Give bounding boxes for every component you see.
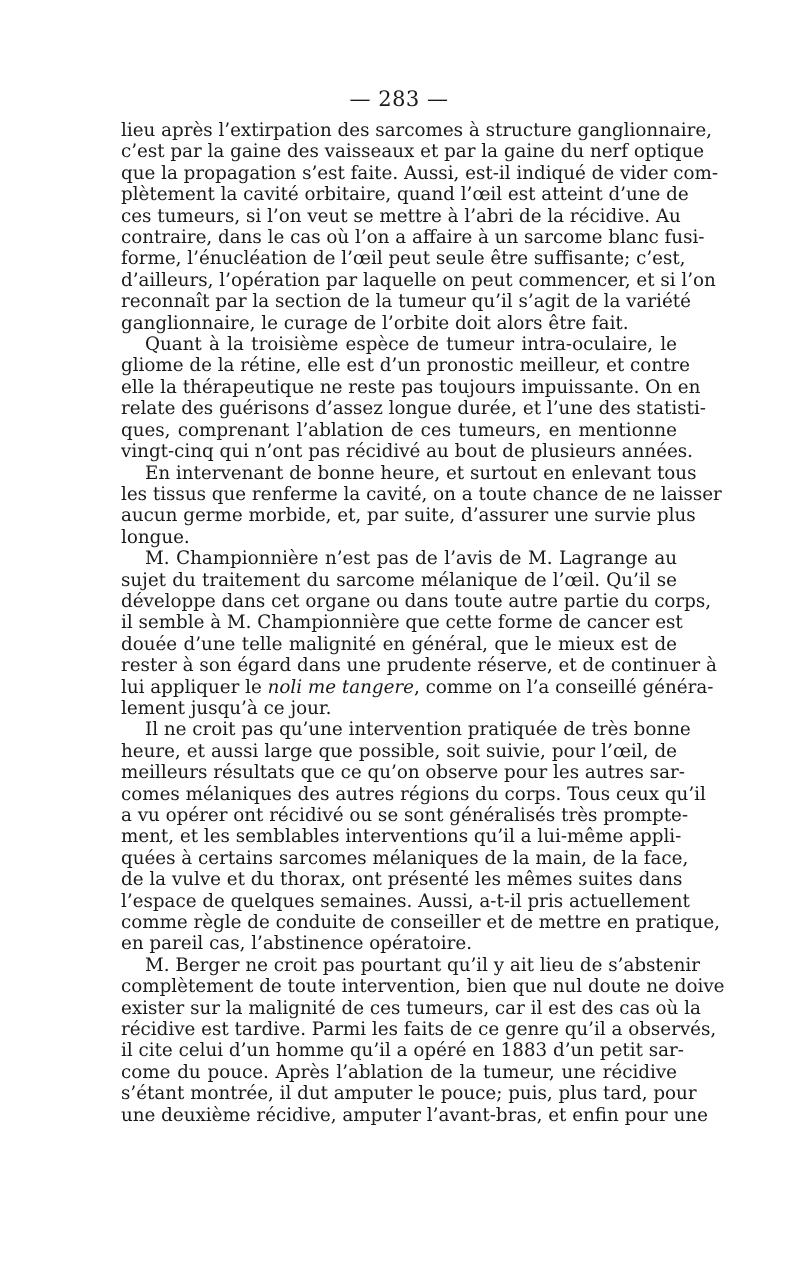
- text-line: quées à certains sarcomes mélaniques de la main, de la face,: [121, 847, 689, 869]
- page-number: — 283 —: [349, 87, 449, 111]
- text-line: lement jusqu’à ce jour.: [121, 697, 332, 719]
- text-line: l’espace de quelques semaines. Aussi, a-t-il pris actuellement: [121, 890, 690, 912]
- paragraph: [121, 462, 722, 549]
- text-line: s’étant montrée, il dut amputer le pouce; puis, plus tard, pour: [121, 1083, 697, 1105]
- text-line: ment, et les semblables interventions qu’il a lui-même appli-: [121, 826, 682, 848]
- text-line: Quant à la troisième espèce de tumeur intra-oculaire, le: [145, 334, 677, 356]
- text-line: en pareil cas, l’abstinence opératoire.: [121, 933, 473, 955]
- text-line: sujet du traitement du sarcome mélanique de l’œil. Qu’il se: [121, 569, 677, 591]
- text-line: c’est par la gaine des vaisseaux et par la gaine du nerf optique: [121, 141, 705, 163]
- paragraph: [121, 719, 720, 955]
- text-line: une deuxième récidive, amputer l’avant-bras, et enfin pour une: [121, 1104, 708, 1126]
- text-line: meilleurs résultats que ce qu’on observe pour les autres sar-: [121, 762, 685, 784]
- page-body: [121, 120, 725, 1126]
- text-line: vingt-cinq qui n’ont pas récidivé au bout de plusieurs années.: [121, 441, 693, 463]
- text-line: rester à son égard dans une prudente réserve, et de continuer à: [121, 655, 717, 677]
- text-line: ques, comprenant l’ablation de ces tumeurs, en mentionne: [121, 419, 677, 441]
- book-page: [121, 86, 725, 1126]
- text-line: de la vulve et du thorax, ont présenté les mêmes suites dans: [121, 869, 683, 891]
- text-line: come du pouce. Après l’ablation de la tumeur, une récidive: [121, 1061, 677, 1083]
- text-line: que la propagation s’est faite. Aussi, est-il indiqué de vider com-: [121, 162, 718, 184]
- text-line: longue.: [121, 526, 190, 548]
- paragraph: [121, 548, 717, 719]
- text-line: En intervenant de bonne heure, et surtout en enlevant tous: [145, 462, 697, 484]
- text-line: M. Championnière n’est pas de l’avis de M. Lagrange au: [145, 548, 677, 570]
- text-line: reconnaît par la section de la tumeur qu’il s’agit de la variété: [121, 291, 691, 313]
- text-line: développe dans cet organe ou dans toute autre partie du corps,: [121, 590, 712, 612]
- text-line: heure, et aussi large que possible, soit suivie, pour l’œil, de: [121, 740, 677, 762]
- latin-phrase: noli me tangere: [267, 676, 414, 698]
- text-line: a vu opérer ont récidivé ou se sont généralisés très prompte-: [121, 805, 689, 826]
- text-line: elle la thérapeutique ne reste pas toujours impuissante. On en: [121, 376, 701, 398]
- text-line: lui appliquer le noli me tangere, comme on l’a conseillé généra-: [121, 676, 714, 698]
- text-line: contraire, dans le cas où l’on a affaire à un sarcome blanc fusi-: [121, 227, 705, 249]
- text-line: complètement de toute intervention, bien que nul doute ne doive: [121, 976, 725, 998]
- paragraph: [121, 120, 718, 334]
- text-line: plètement la cavité orbitaire, quand l’œil est atteint d’une de: [121, 184, 689, 206]
- text-line: il semble à M. Championnière que cette forme de cancer est: [121, 612, 683, 634]
- text-line: douée d’une telle malignité en général, que le mieux est de: [121, 633, 677, 655]
- text-line: récidive est tardive. Parmi les faits de ce genre qu’il a observés,: [121, 1019, 717, 1041]
- text-line: M. Berger ne croit pas pourtant qu’il y ait lieu de s’abstenir: [145, 954, 700, 976]
- text-line: d’ailleurs, l’opération par laquelle on peut commencer, et si l’on: [121, 269, 716, 291]
- paragraph: [121, 954, 725, 1126]
- text-line: comes mélaniques des autres régions du corps. Tous ceux qu’il: [121, 783, 706, 805]
- text-line: ces tumeurs, si l’on veut se mettre à l’abri de la récidive. Au: [121, 205, 681, 227]
- text-line: relate des guérisons d’assez longue durée, et l’une des statisti-: [121, 398, 706, 420]
- text-line: aucun germe morbide, et, par suite, d’assurer une survie plus: [121, 505, 696, 527]
- text-line: ganglionnaire, le curage de l’orbite doit alors être fait.: [121, 312, 629, 334]
- text-line: gliome de la rétine, elle est d’un pronostic meilleur, et contre: [121, 355, 690, 377]
- text-line: les tissus que renferme la cavité, on a toute chance de ne laisser: [121, 483, 722, 505]
- text-line: il cite celui d’un homme qu’il a opéré en 1883 d’un petit sar-: [121, 1040, 684, 1062]
- text-line: Il ne croit pas qu’une intervention pratiquée de très bonne: [145, 719, 691, 741]
- paragraph: [121, 334, 706, 463]
- text-line: forme, l’énucléation de l’œil peut seule être suffisante; c’est,: [121, 248, 686, 270]
- text-line: comme règle de conduite de conseiller et de mettre en pratique,: [121, 912, 720, 934]
- text-line: lieu après l’extirpation des sarcomes à structure ganglionnaire,: [121, 120, 712, 141]
- text-line: exister sur la malignité de ces tumeurs, car il est des cas où la: [121, 997, 701, 1019]
